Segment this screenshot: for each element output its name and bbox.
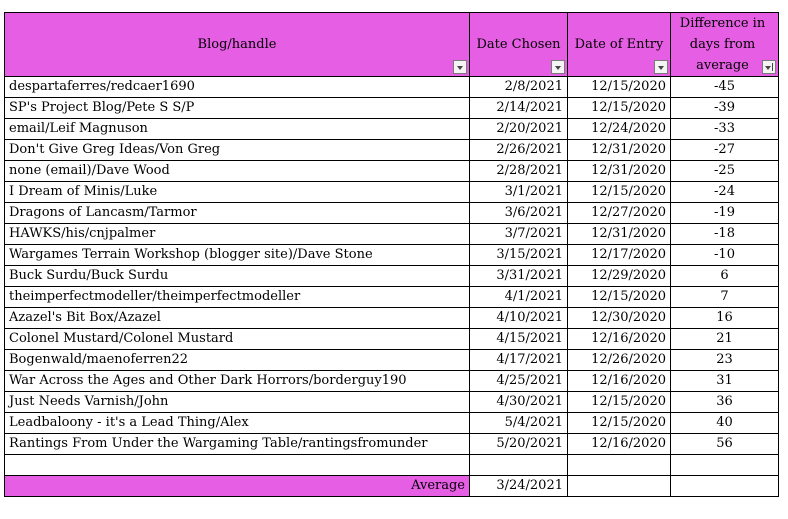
difference-cell[interactable]: 16 [671, 308, 779, 329]
table-row [5, 224, 779, 245]
blog-handle-cell[interactable]: Rantings From Under the Wargaming Table/rantingsfromunder [5, 434, 470, 455]
difference-cell[interactable]: -25 [671, 161, 779, 182]
difference-header-label: Difference in days from average [679, 16, 766, 73]
date-chosen-cell[interactable]: 2/26/2021 [470, 140, 568, 161]
date-chosen-cell[interactable]: 2/14/2021 [470, 98, 568, 119]
date-entry-cell[interactable]: 12/16/2020 [568, 434, 671, 455]
difference-cell[interactable]: -24 [671, 182, 779, 203]
difference-cell[interactable]: 36 [671, 392, 779, 413]
filter-dropdown-icon[interactable] [551, 60, 565, 74]
table-row [5, 98, 779, 119]
date-entry-header [568, 13, 671, 77]
date-chosen-cell[interactable]: 4/15/2021 [470, 329, 568, 350]
table-row [5, 245, 779, 266]
average-label[interactable]: Average [5, 476, 470, 497]
empty-row [5, 455, 779, 476]
date-chosen-cell[interactable]: 3/7/2021 [470, 224, 568, 245]
date-entry-cell[interactable]: 12/15/2020 [568, 413, 671, 434]
date-chosen-cell[interactable]: 4/10/2021 [470, 308, 568, 329]
date-entry-cell[interactable]: 12/31/2020 [568, 161, 671, 182]
date-entry-header-label: Date of Entry [574, 37, 664, 52]
date-chosen-cell[interactable]: 3/1/2021 [470, 182, 568, 203]
empty-cell[interactable] [470, 455, 568, 476]
empty-cell[interactable] [568, 476, 671, 497]
difference-cell[interactable]: 23 [671, 350, 779, 371]
date-chosen-cell[interactable]: 3/31/2021 [470, 266, 568, 287]
date-chosen-cell[interactable]: 4/30/2021 [470, 392, 568, 413]
table-row [5, 140, 779, 161]
average-value[interactable]: 3/24/2021 [470, 476, 568, 497]
date-chosen-cell[interactable]: 4/17/2021 [470, 350, 568, 371]
table-row [5, 350, 779, 371]
blog-handle-cell[interactable]: HAWKS/his/cnjpalmer [5, 224, 470, 245]
blog-handle-cell[interactable]: Leadbaloony - it's a Lead Thing/Alex [5, 413, 470, 434]
table-row [5, 434, 779, 455]
date-entry-cell[interactable]: 12/16/2020 [568, 329, 671, 350]
blog-handle-cell[interactable]: Azazel's Bit Box/Azazel [5, 308, 470, 329]
blog-schedule-table [4, 12, 779, 497]
blog-handle-header-label: Blog/handle [197, 37, 277, 52]
table-row [5, 413, 779, 434]
date-entry-cell[interactable]: 12/16/2020 [568, 371, 671, 392]
date-entry-cell[interactable]: 12/15/2020 [568, 182, 671, 203]
table-row [5, 371, 779, 392]
date-entry-cell[interactable]: 12/31/2020 [568, 140, 671, 161]
difference-cell[interactable]: -39 [671, 98, 779, 119]
table-row [5, 329, 779, 350]
table-row [5, 287, 779, 308]
blog-handle-cell[interactable]: theimperfectmodeller/theimperfectmodeller [5, 287, 470, 308]
difference-cell[interactable]: -19 [671, 203, 779, 224]
difference-cell[interactable]: 21 [671, 329, 779, 350]
difference-cell[interactable]: -33 [671, 119, 779, 140]
difference-cell[interactable]: 7 [671, 287, 779, 308]
date-chosen-cell[interactable]: 4/1/2021 [470, 287, 568, 308]
date-entry-cell[interactable]: 12/15/2020 [568, 77, 671, 98]
table-row [5, 119, 779, 140]
difference-cell[interactable]: 56 [671, 434, 779, 455]
date-chosen-header-label: Date Chosen [476, 37, 561, 52]
empty-cell[interactable] [5, 455, 470, 476]
blog-handle-cell[interactable]: Bogenwald/maenoferren22 [5, 350, 470, 371]
date-entry-cell[interactable]: 12/26/2020 [568, 350, 671, 371]
table-row [5, 308, 779, 329]
date-entry-cell[interactable]: 12/17/2020 [568, 245, 671, 266]
date-chosen-cell[interactable]: 3/15/2021 [470, 245, 568, 266]
difference-header [671, 13, 779, 77]
date-chosen-cell[interactable]: 5/4/2021 [470, 413, 568, 434]
filter-dropdown-icon[interactable] [654, 60, 668, 74]
difference-cell[interactable]: -45 [671, 77, 779, 98]
date-chosen-cell[interactable]: 2/8/2021 [470, 77, 568, 98]
table-row [5, 392, 779, 413]
table-row [5, 77, 779, 98]
blog-handle-cell[interactable]: War Across the Ages and Other Dark Horrors/borderguy190 [5, 371, 470, 392]
date-chosen-cell[interactable]: 5/20/2021 [470, 434, 568, 455]
date-chosen-cell[interactable]: 3/6/2021 [470, 203, 568, 224]
blog-handle-cell[interactable]: Wargames Terrain Workshop (blogger site)/Dave Stone [5, 245, 470, 266]
date-entry-cell[interactable]: 12/27/2020 [568, 203, 671, 224]
blog-handle-cell[interactable]: I Dream of Minis/Luke [5, 182, 470, 203]
blog-handle-cell[interactable]: despartaferres/redcaer1690 [5, 77, 470, 98]
blog-handle-cell[interactable]: email/Leif Magnuson [5, 119, 470, 140]
table-body [5, 77, 779, 455]
blog-handle-cell[interactable]: none (email)/Dave Wood [5, 161, 470, 182]
blog-handle-cell[interactable]: Dragons of Lancasm/Tarmor [5, 203, 470, 224]
blog-handle-cell[interactable]: Colonel Mustard/Colonel Mustard [5, 329, 470, 350]
date-chosen-cell[interactable]: 2/20/2021 [470, 119, 568, 140]
blog-handle-cell[interactable]: Just Needs Varnish/John [5, 392, 470, 413]
blog-handle-cell[interactable]: Buck Surdu/Buck Surdu [5, 266, 470, 287]
table-row [5, 182, 779, 203]
table-row [5, 203, 779, 224]
date-entry-cell[interactable]: 12/30/2020 [568, 308, 671, 329]
date-entry-cell[interactable]: 12/31/2020 [568, 224, 671, 245]
header-row [5, 13, 779, 77]
difference-cell[interactable]: -27 [671, 140, 779, 161]
date-entry-cell[interactable]: 12/15/2020 [568, 98, 671, 119]
difference-cell[interactable]: 6 [671, 266, 779, 287]
average-row [5, 476, 779, 497]
table-row [5, 161, 779, 182]
difference-cell[interactable]: -18 [671, 224, 779, 245]
difference-cell[interactable]: 31 [671, 371, 779, 392]
difference-cell[interactable]: 40 [671, 413, 779, 434]
table-row [5, 266, 779, 287]
blog-handle-header [5, 13, 470, 77]
date-entry-cell[interactable]: 12/15/2020 [568, 392, 671, 413]
blog-handle-cell[interactable]: Don't Give Greg Ideas/Von Greg [5, 140, 470, 161]
empty-cell[interactable] [671, 476, 779, 497]
date-entry-cell[interactable]: 12/29/2020 [568, 266, 671, 287]
date-entry-cell[interactable]: 12/24/2020 [568, 119, 671, 140]
empty-cell[interactable] [568, 455, 671, 476]
sort-filter-icon[interactable] [762, 60, 776, 74]
date-chosen-cell[interactable]: 2/28/2021 [470, 161, 568, 182]
difference-cell[interactable]: -10 [671, 245, 779, 266]
date-chosen-cell[interactable]: 4/25/2021 [470, 371, 568, 392]
date-chosen-header [470, 13, 568, 77]
date-entry-cell[interactable]: 12/15/2020 [568, 287, 671, 308]
blog-handle-cell[interactable]: SP's Project Blog/Pete S S/P [5, 98, 470, 119]
filter-dropdown-icon[interactable] [453, 60, 467, 74]
empty-cell[interactable] [671, 455, 779, 476]
